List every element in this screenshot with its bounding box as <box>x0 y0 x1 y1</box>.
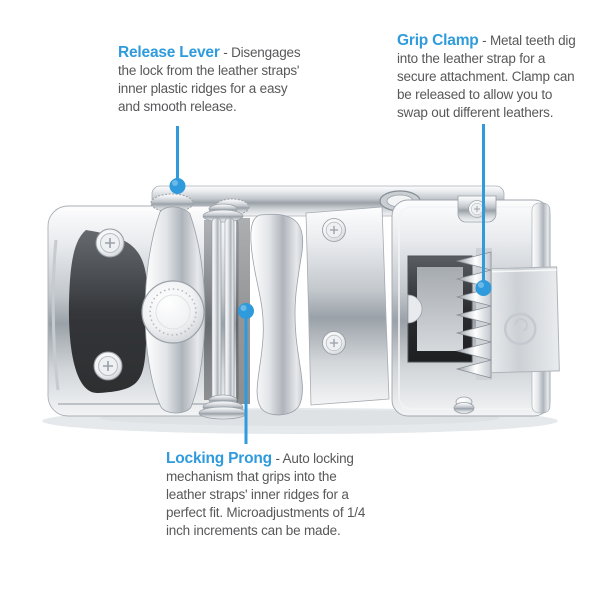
spring-arm <box>251 214 303 415</box>
grip-clamp-desc-line-3: secure attachment. Clamp can <box>397 69 575 84</box>
leader-dot-highlight <box>241 305 247 311</box>
left-plate-screw-top <box>96 229 124 257</box>
leader-dot-grip-clamp <box>476 280 492 296</box>
callout-grip-clamp <box>397 32 576 122</box>
locking-prong-desc-line-1: - Auto locking <box>271 451 354 466</box>
grip-clamp-desc-line-1: - Metal teeth dig <box>478 33 576 48</box>
release-lever-desc-line-3: inner plastic ridges for a easy <box>118 81 288 96</box>
release-lever-desc-line-2: the lock from the leather straps' <box>118 63 300 78</box>
locking-prong-label: Locking Prong <box>166 450 272 467</box>
release-lever-label: Release Lever <box>118 44 220 61</box>
callout-release-lever <box>118 44 300 116</box>
locking-prong-desc-line-4: perfect fit. Microadjustments of 1/4 <box>166 505 366 520</box>
grip-clamp-recess <box>408 256 472 362</box>
release-lever-desc-line-4: and smooth release. <box>118 99 237 114</box>
leader-dot-highlight <box>172 180 178 186</box>
locking-prong-desc-line-2: mechanism that grips into the <box>166 469 337 484</box>
leader-dot-highlight <box>478 282 484 288</box>
mid-plate-screw-bottom <box>323 332 346 355</box>
leader-dot-locking-prong <box>238 303 254 319</box>
clamp-foot-bolt <box>454 397 474 414</box>
grip-clamp-desc-line-2: into the leather strap for a <box>397 51 546 66</box>
buckle-mid-plate <box>306 207 389 405</box>
locking-prong-desc-line-3: leather straps' inner ridges for a <box>166 487 349 502</box>
grip-clamp-desc-line-5: swap out different leathers. <box>397 105 554 120</box>
left-plate-screw-bottom <box>94 352 122 380</box>
locking-prong-desc-line-5: inch increments can be made. <box>166 523 341 538</box>
release-lever-desc-line-1: - Disengages <box>219 45 301 60</box>
callout-locking-prong <box>166 450 365 540</box>
grip-clamp-label: Grip Clamp <box>397 32 479 49</box>
mid-plate-screw-top <box>323 219 346 242</box>
leader-dot-release-lever <box>170 178 186 194</box>
grip-clamp-desc-line-4: be released to allow you to <box>397 87 553 102</box>
adjustment-dial <box>142 281 204 343</box>
